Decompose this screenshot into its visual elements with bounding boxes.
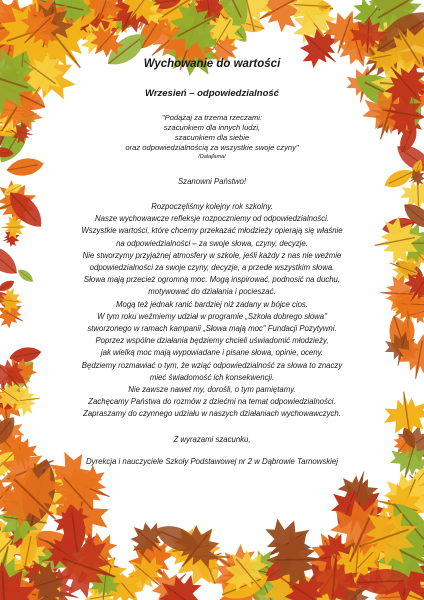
autumn-leaf-icon bbox=[16, 267, 36, 285]
body-line: Mogą też jednak ranić bardziej niż zadany w bójce cios. bbox=[116, 299, 308, 309]
quote-author: /Dalajlama/ bbox=[198, 154, 226, 160]
body-line: W tym roku weźmiemy udział w programie „Szkoła dobrego słowa" bbox=[97, 311, 327, 321]
closing-regards: Z wyrazami szacunku, bbox=[173, 434, 251, 444]
greeting: Szanowni Państwo! bbox=[177, 177, 247, 186]
body-line: Będziemy rozmawiać o tym, że wziąć odpowiedzialność za słowa to znaczy bbox=[81, 360, 343, 370]
body-line: motywować do działania i pocieszać. bbox=[148, 287, 276, 297]
body-line: Wszystkie wartości, które chcemy przekazać młodzieży opierają się właśnie bbox=[81, 226, 343, 236]
body-line: Nie stworzymy przyjaznej atmosfery w szkole, jeśli każdy z nas nie weźmie bbox=[82, 250, 342, 260]
body-line: Słowa mają przecież ogromną moc. Mogą inspirować, podnosić na duchu, bbox=[83, 275, 341, 285]
body-line: Zachęcamy Państwa do rozmów z dziećmi na temat odpowiedzialności. bbox=[88, 397, 336, 407]
body-line: Nie zawsze nawet my, dorośli, o tym pamiętamy. bbox=[128, 385, 296, 395]
quote-line: oraz odpowiedzialnością za wszystkie swoje czyny" bbox=[125, 143, 299, 152]
body-line: jak wielką moc mają wypowiadane i pisane słowa, opinie, oceny. bbox=[100, 348, 324, 358]
letter-content bbox=[40, 58, 384, 466]
signature: Dyrekcja i nauczyciele Szkoły Podstawowej nr 2 w Dąbrowie Tarnowskiej bbox=[86, 456, 338, 466]
body-line: Zapraszamy do czynnego udziału w naszych działaniach wychowawczych. bbox=[83, 409, 341, 419]
quote-line: szacunkiem dla siebie bbox=[174, 133, 250, 142]
quote-line: "Podążaj za trzema rzeczami: bbox=[161, 113, 263, 122]
body-line: Rozpoczęliśmy kolejny rok szkolny. bbox=[151, 202, 273, 211]
body-line: Poprzez wspólne działania będziemy chcieli uświadomić młodzieży, bbox=[95, 336, 329, 346]
body-line: mieć świadomość ich konsekwencji. bbox=[149, 372, 275, 382]
body-line: stworzonego w ramach kampanii „Słowa mają moc" Fundacji Pozytywni. bbox=[87, 324, 337, 334]
quote-line: szacunkiem dla innych ludzi, bbox=[163, 123, 261, 132]
letter-body bbox=[40, 201, 384, 421]
quote-block bbox=[40, 113, 384, 161]
page-subtitle: Wrzesień – odpowiedzialność bbox=[145, 88, 279, 99]
body-line: na odpowiedzialności – za swoje słowa, czyny, decyzje. bbox=[116, 238, 308, 248]
page-title: Wychowanie do wartości bbox=[143, 58, 281, 70]
body-line: Nasze wychowawcze refleksje rozpoczniemy od odpowiedzialności. bbox=[94, 214, 329, 224]
body-line: odpowiedzialności za swoje czyny, decyzje, a przede wszystkim słowa. bbox=[89, 263, 335, 273]
